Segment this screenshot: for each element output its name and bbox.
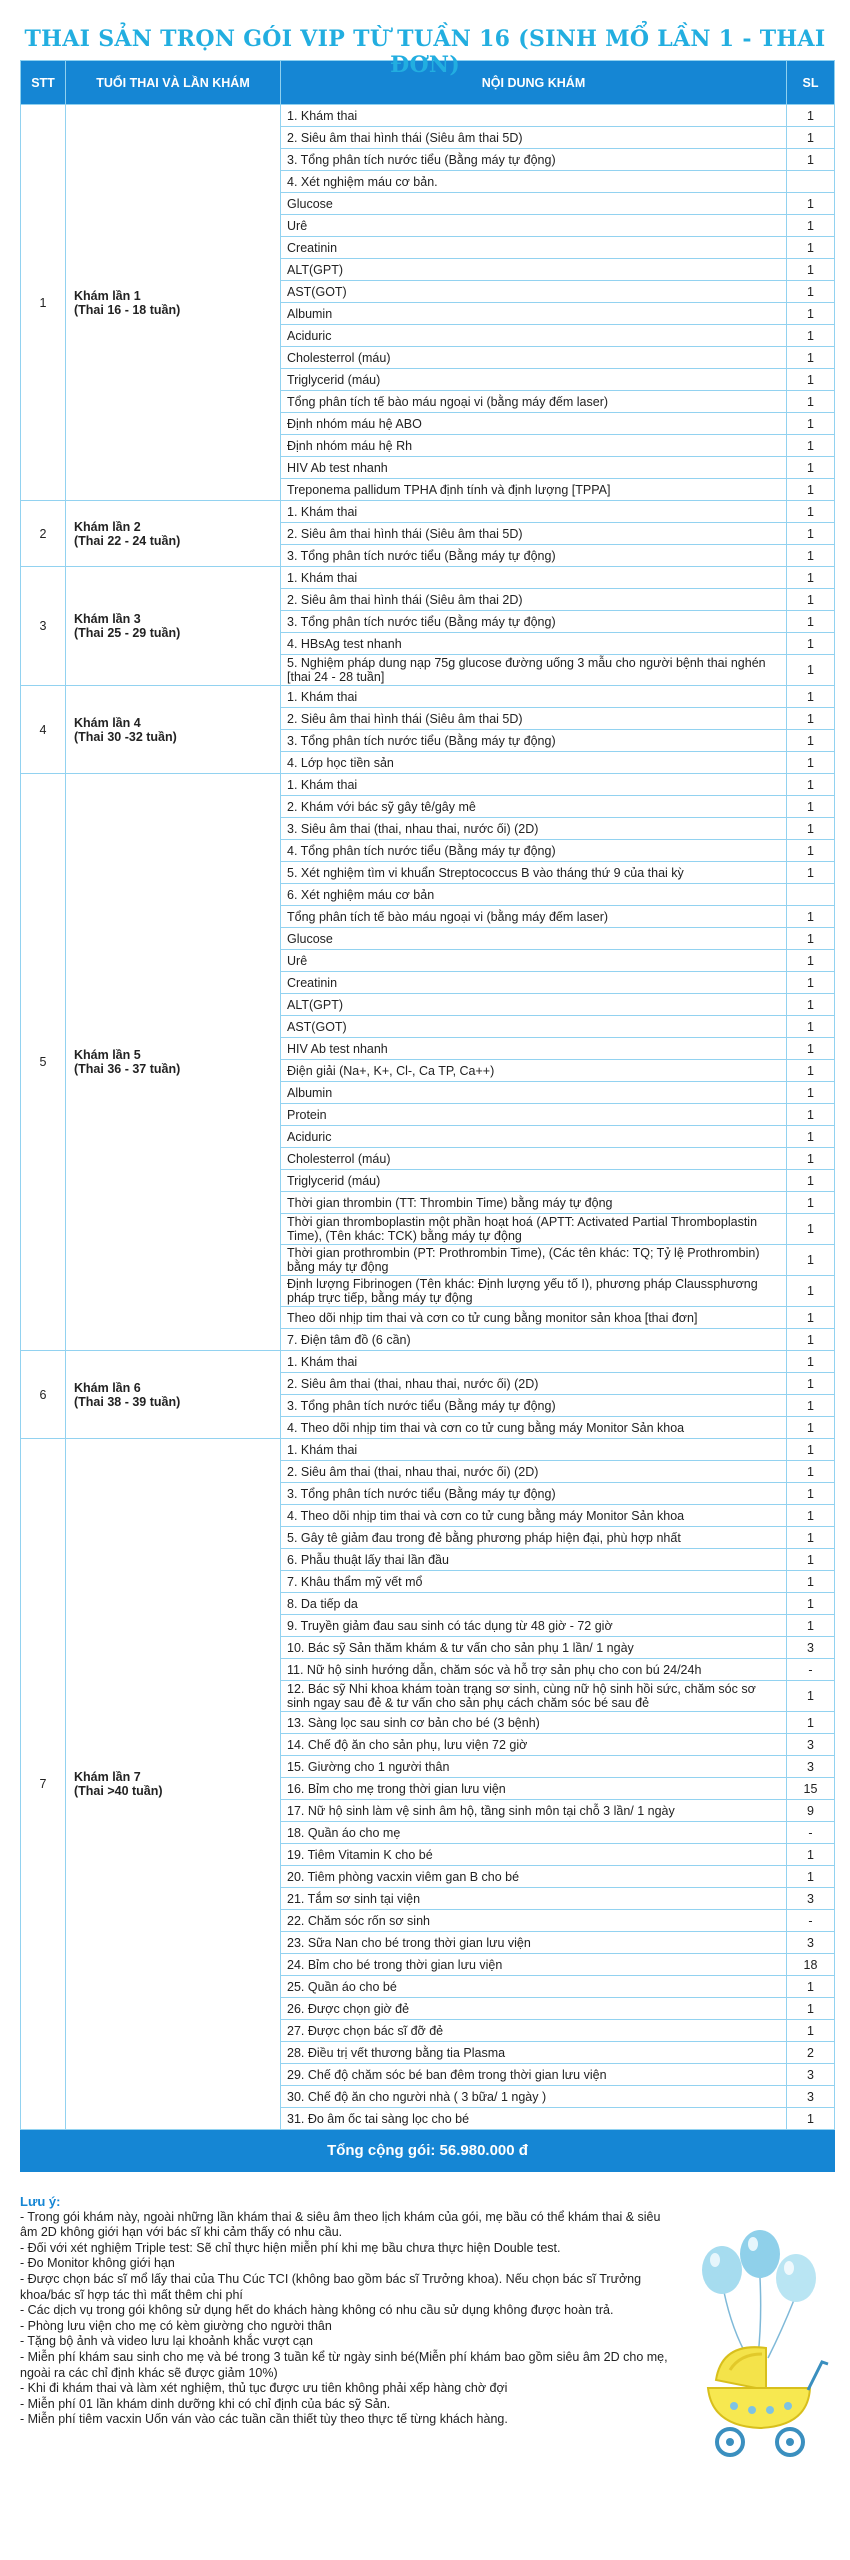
note-line: - Các dịch vụ trong gói không sử dụng hết do khách hàng không có nhu cầu sử dụng không được hoàn trả. bbox=[20, 2303, 614, 2318]
visit-name: Khám lần 6 bbox=[74, 1380, 141, 1395]
exam-quantity: 1 bbox=[787, 1038, 835, 1060]
exam-item: 16. Bỉm cho mẹ trong thời gian lưu viện bbox=[281, 1778, 787, 1800]
exam-item: Điện giải (Na+, K+, Cl-, Ca TP, Ca++) bbox=[281, 1060, 787, 1082]
exam-item: 4. Lớp học tiền sản bbox=[281, 752, 787, 774]
exam-item: 4. Xét nghiệm máu cơ bản. bbox=[281, 171, 787, 193]
exam-item: 25. Quần áo cho bé bbox=[281, 1976, 787, 1998]
notes-title: Lưu ý: bbox=[20, 2194, 61, 2209]
exam-item: 23. Sữa Nan cho bé trong thời gian lưu viện bbox=[281, 1932, 787, 1954]
visit-number: 2 bbox=[21, 501, 66, 567]
visit-weeks: (Thai >40 tuần) bbox=[74, 1784, 163, 1798]
exam-item: Định lượng Fibrinogen (Tên khác: Định lượng yếu tố I), phương pháp Claussphương pháp trực tiếp, bằng máy tự động bbox=[281, 1276, 787, 1307]
exam-quantity: 1 bbox=[787, 774, 835, 796]
exam-item: 5. Xét nghiệm tìm vi khuẩn Streptococcus B vào tháng thứ 9 của thai kỳ bbox=[281, 862, 787, 884]
exam-quantity: 1 bbox=[787, 325, 835, 347]
exam-item: 17. Nữ hộ sinh làm vệ sinh âm hộ, tầng sinh môn tại chỗ 3 lần/ 1 ngày bbox=[281, 1800, 787, 1822]
exam-item: 8. Da tiếp da bbox=[281, 1593, 787, 1615]
exam-quantity: 1 bbox=[787, 1104, 835, 1126]
exam-quantity: 3 bbox=[787, 1734, 835, 1756]
exam-item: 7. Khâu thẩm mỹ vết mổ bbox=[281, 1571, 787, 1593]
exam-item: Glucose bbox=[281, 193, 787, 215]
exam-quantity: 1 bbox=[787, 1549, 835, 1571]
exam-quantity: 1 bbox=[787, 259, 835, 281]
exam-item: 12. Bác sỹ Nhi khoa khám toàn trạng sơ sinh, cùng nữ hộ sinh hồi sức, chăm sóc sơ sinh ngay sau đẻ & tư vấn cho sản phụ cách chăm sóc bé sau đẻ bbox=[281, 1681, 787, 1712]
header-stt: STT bbox=[21, 61, 66, 105]
visit-label bbox=[66, 105, 281, 501]
exam-quantity: 1 bbox=[787, 1126, 835, 1148]
exam-quantity: 1 bbox=[787, 1395, 835, 1417]
header-sl: SL bbox=[787, 61, 835, 105]
exam-item: 4. Theo dõi nhịp tim thai và cơn co tử cung bằng máy Monitor Sản khoa bbox=[281, 1417, 787, 1439]
exam-item: Thời gian thrombin (TT: Thrombin Time) bằng máy tự động bbox=[281, 1192, 787, 1214]
exam-item: 27. Được chọn bác sĩ đỡ đẻ bbox=[281, 2020, 787, 2042]
exam-item: 30. Chế độ ăn cho người nhà ( 3 bữa/ 1 ngày ) bbox=[281, 2086, 787, 2108]
exam-quantity: 1 bbox=[787, 1527, 835, 1549]
exam-quantity: 1 bbox=[787, 1148, 835, 1170]
exam-quantity: 2 bbox=[787, 2042, 835, 2064]
exam-quantity: 1 bbox=[787, 730, 835, 752]
exam-item: 5. Gây tê giảm đau trong đẻ bằng phương pháp hiện đại, phù hợp nhất bbox=[281, 1527, 787, 1549]
exam-quantity: 1 bbox=[787, 633, 835, 655]
exam-item: Creatinin bbox=[281, 972, 787, 994]
exam-item: Urê bbox=[281, 950, 787, 972]
exam-quantity: 3 bbox=[787, 1637, 835, 1659]
visit-weeks: (Thai 16 - 18 tuần) bbox=[74, 302, 181, 317]
visit-name: Khám lần 5 bbox=[74, 1048, 141, 1062]
exam-quantity: 1 bbox=[787, 1998, 835, 2020]
exam-item: Định nhóm máu hệ Rh bbox=[281, 435, 787, 457]
exam-quantity: 1 bbox=[787, 1976, 835, 1998]
exam-item: Định nhóm máu hệ ABO bbox=[281, 413, 787, 435]
note-line: - Phòng lưu viện cho mẹ có kèm giường cho người thân bbox=[20, 2318, 332, 2333]
exam-item: 26. Được chọn giờ đẻ bbox=[281, 1998, 787, 2020]
exam-item: 3. Tổng phân tích nước tiểu (Bằng máy tự động) bbox=[281, 611, 787, 633]
table-row bbox=[21, 501, 835, 523]
exam-item: 3. Tổng phân tích nước tiểu (Bằng máy tự động) bbox=[281, 545, 787, 567]
exam-item: 6. Xét nghiệm máu cơ bản bbox=[281, 884, 787, 906]
notes-list bbox=[20, 2210, 670, 2428]
exam-quantity: 1 bbox=[787, 655, 835, 686]
exam-quantity: 1 bbox=[787, 1593, 835, 1615]
exam-quantity: 1 bbox=[787, 1276, 835, 1307]
exam-quantity: 1 bbox=[787, 972, 835, 994]
exam-item: Tổng phân tích tế bào máu ngoại vi (bằng máy đếm laser) bbox=[281, 906, 787, 928]
package-table bbox=[20, 60, 835, 2172]
exam-item: 2. Siêu âm thai (thai, nhau thai, nước ối) (2D) bbox=[281, 1373, 787, 1395]
exam-quantity: 1 bbox=[787, 1170, 835, 1192]
exam-item: 1. Khám thai bbox=[281, 105, 787, 127]
exam-item: Treponema pallidum TPHA định tính và định lượng [TPPA] bbox=[281, 479, 787, 501]
visit-label bbox=[66, 567, 281, 686]
exam-item: ALT(GPT) bbox=[281, 994, 787, 1016]
visit-name: Khám lần 1 bbox=[74, 288, 141, 303]
exam-quantity: 1 bbox=[787, 369, 835, 391]
exam-quantity: 1 bbox=[787, 994, 835, 1016]
visit-number: 3 bbox=[21, 567, 66, 686]
exam-item: Aciduric bbox=[281, 1126, 787, 1148]
exam-quantity: 1 bbox=[787, 347, 835, 369]
exam-quantity: 1 bbox=[787, 413, 835, 435]
total-row bbox=[21, 2130, 835, 2172]
exam-quantity: - bbox=[787, 1822, 835, 1844]
exam-quantity: 1 bbox=[787, 1060, 835, 1082]
exam-quantity: 1 bbox=[787, 2108, 835, 2130]
exam-item: 11. Nữ hộ sinh hướng dẫn, chăm sóc và hỗ trợ sản phụ cho con bú 24/24h bbox=[281, 1659, 787, 1681]
package-table-wrapper bbox=[20, 60, 834, 2172]
exam-quantity: 1 bbox=[787, 1844, 835, 1866]
exam-item: 1. Khám thai bbox=[281, 686, 787, 708]
exam-item: Urê bbox=[281, 215, 787, 237]
exam-quantity: 1 bbox=[787, 215, 835, 237]
visit-name: Khám lần 7 bbox=[74, 1770, 141, 1784]
exam-quantity: 1 bbox=[787, 589, 835, 611]
exam-item: 4. Tổng phân tích nước tiểu (Bằng máy tự động) bbox=[281, 840, 787, 862]
visit-number: 4 bbox=[21, 686, 66, 774]
exam-quantity: 1 bbox=[787, 303, 835, 325]
exam-quantity: 3 bbox=[787, 2086, 835, 2108]
exam-quantity: 1 bbox=[787, 928, 835, 950]
exam-quantity: 1 bbox=[787, 796, 835, 818]
exam-item: AST(GOT) bbox=[281, 1016, 787, 1038]
table-row bbox=[21, 686, 835, 708]
exam-quantity: 1 bbox=[787, 237, 835, 259]
total-price: Tổng cộng gói: 56.980.000 đ bbox=[21, 2130, 835, 2172]
exam-quantity: 1 bbox=[787, 840, 835, 862]
exam-quantity: 1 bbox=[787, 523, 835, 545]
exam-quantity: 15 bbox=[787, 1778, 835, 1800]
visit-label bbox=[66, 686, 281, 774]
exam-item: 7. Điện tâm đồ (6 cần) bbox=[281, 1329, 787, 1351]
exam-item: Theo dõi nhịp tim thai và cơn co tử cung bằng monitor sản khoa [thai đơn] bbox=[281, 1307, 787, 1329]
exam-item: 10. Bác sỹ Sản thăm khám & tư vấn cho sản phụ 1 lần/ 1 ngày bbox=[281, 1637, 787, 1659]
exam-item: HIV Ab test nhanh bbox=[281, 457, 787, 479]
exam-item: 31. Đo âm ốc tai sàng lọc cho bé bbox=[281, 2108, 787, 2130]
visit-name: Khám lần 2 bbox=[74, 519, 141, 534]
exam-item: Triglycerid (máu) bbox=[281, 369, 787, 391]
exam-item: Thời gian thromboplastin một phần hoạt hoá (APTT: Activated Partial Thromboplastin Time), (Tên khác: TCK) bằng máy tự động bbox=[281, 1214, 787, 1245]
exam-quantity: 1 bbox=[787, 1373, 835, 1395]
exam-quantity: 1 bbox=[787, 1571, 835, 1593]
exam-quantity: 1 bbox=[787, 752, 835, 774]
exam-quantity: 1 bbox=[787, 708, 835, 730]
note-line: - Miễn phí tiêm vacxin Uốn ván vào các tuần cần thiết tùy theo thực tế từng khách hàng. bbox=[20, 2412, 508, 2427]
exam-quantity: 1 bbox=[787, 501, 835, 523]
visit-label bbox=[66, 1351, 281, 1439]
exam-quantity: 9 bbox=[787, 1800, 835, 1822]
exam-quantity: 1 bbox=[787, 149, 835, 171]
exam-quantity: 1 bbox=[787, 906, 835, 928]
exam-quantity: 1 bbox=[787, 1351, 835, 1373]
visit-weeks: (Thai 38 - 39 tuần) bbox=[74, 1394, 181, 1409]
exam-quantity: 1 bbox=[787, 567, 835, 589]
exam-quantity bbox=[787, 171, 835, 193]
exam-item: 1. Khám thai bbox=[281, 1351, 787, 1373]
exam-quantity: 1 bbox=[787, 862, 835, 884]
exam-item: 22. Chăm sóc rốn sơ sinh bbox=[281, 1910, 787, 1932]
note-line: - Miễn phí 01 lần khám dinh dưỡng khi có chỉ định của bác sỹ Sản. bbox=[20, 2396, 391, 2411]
table-row bbox=[21, 774, 835, 796]
exam-quantity: 1 bbox=[787, 479, 835, 501]
note-line: - Đối với xét nghiệm Triple test: Sẽ chỉ thực hiện miễn phí khi mẹ bầu chưa thực hiện Double test. bbox=[20, 2240, 561, 2255]
exam-item: Triglycerid (máu) bbox=[281, 1170, 787, 1192]
exam-item: 3. Tổng phân tích nước tiểu (Bằng máy tự động) bbox=[281, 1483, 787, 1505]
exam-quantity: 1 bbox=[787, 1712, 835, 1734]
exam-item: Glucose bbox=[281, 928, 787, 950]
page-title: THAI SẢN TRỌN GÓI VIP TỪ TUẦN 16 (SINH MỔ LẦN 1 - THAI ĐƠN) bbox=[24, 26, 826, 78]
exam-item: 28. Điều trị vết thương bằng tia Plasma bbox=[281, 2042, 787, 2064]
exam-item: 6. Phẫu thuật lấy thai lần đầu bbox=[281, 1549, 787, 1571]
exam-quantity: 3 bbox=[787, 2064, 835, 2086]
table-row bbox=[21, 105, 835, 127]
exam-item: ALT(GPT) bbox=[281, 259, 787, 281]
visit-label bbox=[66, 774, 281, 1351]
exam-item: Cholesterrol (máu) bbox=[281, 347, 787, 369]
exam-item: 19. Tiêm Vitamin K cho bé bbox=[281, 1844, 787, 1866]
visit-number: 6 bbox=[21, 1351, 66, 1439]
exam-quantity bbox=[787, 884, 835, 906]
exam-item: 2. Siêu âm thai hình thái (Siêu âm thai 5D) bbox=[281, 708, 787, 730]
visit-weeks: (Thai 36 - 37 tuần) bbox=[74, 1062, 181, 1076]
exam-quantity: 1 bbox=[787, 1681, 835, 1712]
exam-quantity: 18 bbox=[787, 1954, 835, 1976]
exam-quantity: 1 bbox=[787, 1016, 835, 1038]
visit-number: 7 bbox=[21, 1439, 66, 2130]
exam-item: Aciduric bbox=[281, 325, 787, 347]
note-line: - Tặng bộ ảnh và video lưu lại khoảnh khắc vượt cạn bbox=[20, 2334, 313, 2349]
exam-item: 14. Chế độ ăn cho sản phụ, lưu viện 72 giờ bbox=[281, 1734, 787, 1756]
exam-quantity: 1 bbox=[787, 1417, 835, 1439]
note-line: - Đo Monitor không giới hạn bbox=[20, 2256, 175, 2271]
exam-item: 1. Khám thai bbox=[281, 567, 787, 589]
exam-item: 1. Khám thai bbox=[281, 1439, 787, 1461]
table-row bbox=[21, 567, 835, 589]
visit-name: Khám lần 4 bbox=[74, 715, 141, 730]
exam-quantity: 1 bbox=[787, 1329, 835, 1351]
exam-quantity: 1 bbox=[787, 1192, 835, 1214]
header-age: TUỔI THAI VÀ LẦN KHÁM bbox=[66, 61, 281, 105]
exam-item: 24. Bỉm cho bé trong thời gian lưu viện bbox=[281, 1954, 787, 1976]
exam-quantity: 1 bbox=[787, 611, 835, 633]
table-body bbox=[21, 105, 835, 2130]
exam-item: Creatinin bbox=[281, 237, 787, 259]
exam-quantity: 1 bbox=[787, 1439, 835, 1461]
exam-item: 2. Khám với bác sỹ gây tê/gây mê bbox=[281, 796, 787, 818]
table-row bbox=[21, 1351, 835, 1373]
exam-quantity: 1 bbox=[787, 950, 835, 972]
baby-stroller-with-balloons-icon bbox=[682, 2230, 832, 2460]
note-line: - Trong gói khám này, ngoài những lần khám thai & siêu âm theo lịch khám của gói, mẹ bầu có thể khám thai & siêu âm 2D không giới hạn với bác sĩ khi cảm thấy có nhu cầu. bbox=[20, 2209, 661, 2240]
exam-item: 29. Chế độ chăm sóc bé ban đêm trong thời gian lưu viện bbox=[281, 2064, 787, 2086]
exam-quantity: 3 bbox=[787, 1932, 835, 1954]
exam-item: 4. HBsAg test nhanh bbox=[281, 633, 787, 655]
visit-weeks: (Thai 30 -32 tuần) bbox=[74, 729, 177, 744]
exam-quantity: 1 bbox=[787, 281, 835, 303]
note-line: - Miễn phí khám sau sinh cho mẹ và bé trong 3 tuần kể từ ngày sinh bé(Miễn phí khám bao gồm siêu âm 2D cho mẹ, ngoài ra các chỉ định khác sẽ được giảm 10%) bbox=[20, 2349, 668, 2380]
exam-item: Albumin bbox=[281, 1082, 787, 1104]
exam-quantity: 1 bbox=[787, 545, 835, 567]
exam-item: 3. Tổng phân tích nước tiểu (Bằng máy tự động) bbox=[281, 1395, 787, 1417]
exam-quantity: - bbox=[787, 1659, 835, 1681]
exam-quantity: 1 bbox=[787, 818, 835, 840]
exam-item: 2. Siêu âm thai (thai, nhau thai, nước ối) (2D) bbox=[281, 1461, 787, 1483]
exam-quantity: 1 bbox=[787, 1483, 835, 1505]
exam-item: 1. Khám thai bbox=[281, 501, 787, 523]
exam-item: AST(GOT) bbox=[281, 281, 787, 303]
exam-quantity: 1 bbox=[787, 127, 835, 149]
exam-item: Albumin bbox=[281, 303, 787, 325]
exam-quantity: 1 bbox=[787, 1245, 835, 1276]
visit-weeks: (Thai 22 - 24 tuần) bbox=[74, 533, 181, 548]
exam-item: 3. Siêu âm thai (thai, nhau thai, nước ối) (2D) bbox=[281, 818, 787, 840]
exam-item: 15. Giường cho 1 người thân bbox=[281, 1756, 787, 1778]
visit-number: 1 bbox=[21, 105, 66, 501]
exam-item: Protein bbox=[281, 1104, 787, 1126]
exam-quantity: 1 bbox=[787, 1214, 835, 1245]
exam-quantity: 1 bbox=[787, 1082, 835, 1104]
exam-item: 18. Quần áo cho mẹ bbox=[281, 1822, 787, 1844]
header-content: NỘI DUNG KHÁM bbox=[281, 61, 787, 105]
exam-quantity: 3 bbox=[787, 1756, 835, 1778]
notes-section bbox=[20, 2194, 670, 2428]
exam-quantity: 1 bbox=[787, 435, 835, 457]
exam-quantity: 1 bbox=[787, 1866, 835, 1888]
exam-quantity: 1 bbox=[787, 105, 835, 127]
exam-item: 2. Siêu âm thai hình thái (Siêu âm thai 5D) bbox=[281, 523, 787, 545]
exam-item: 2. Siêu âm thai hình thái (Siêu âm thai 5D) bbox=[281, 127, 787, 149]
exam-item: HIV Ab test nhanh bbox=[281, 1038, 787, 1060]
visit-label bbox=[66, 1439, 281, 2130]
exam-quantity: 1 bbox=[787, 391, 835, 413]
note-line: - Khi đi khám thai và làm xét nghiệm, thủ tục được ưu tiên không phải xếp hàng chờ đợi bbox=[20, 2381, 508, 2396]
visit-label bbox=[66, 501, 281, 567]
exam-item: 2. Siêu âm thai hình thái (Siêu âm thai 2D) bbox=[281, 589, 787, 611]
exam-quantity: 1 bbox=[787, 2020, 835, 2042]
exam-item: 3. Tổng phân tích nước tiểu (Bằng máy tự động) bbox=[281, 730, 787, 752]
exam-item: 4. Theo dõi nhịp tim thai và cơn co tử cung bằng máy Monitor Sản khoa bbox=[281, 1505, 787, 1527]
exam-quantity: 1 bbox=[787, 1505, 835, 1527]
table-row bbox=[21, 1439, 835, 1461]
exam-item: 1. Khám thai bbox=[281, 774, 787, 796]
visit-number: 5 bbox=[21, 774, 66, 1351]
exam-item: 3. Tổng phân tích nước tiểu (Bằng máy tự động) bbox=[281, 149, 787, 171]
exam-quantity: 1 bbox=[787, 1307, 835, 1329]
exam-item: Tổng phân tích tế bào máu ngoại vi (bằng máy đếm laser) bbox=[281, 391, 787, 413]
exam-quantity: 1 bbox=[787, 686, 835, 708]
visit-weeks: (Thai 25 - 29 tuần) bbox=[74, 626, 181, 640]
exam-quantity: 1 bbox=[787, 193, 835, 215]
exam-quantity: 1 bbox=[787, 457, 835, 479]
exam-item: 13. Sàng lọc sau sinh cơ bản cho bé (3 bệnh) bbox=[281, 1712, 787, 1734]
exam-item: Cholesterrol (máu) bbox=[281, 1148, 787, 1170]
exam-item: 9. Truyền giảm đau sau sinh có tác dụng từ 48 giờ - 72 giờ bbox=[281, 1615, 787, 1637]
visit-name: Khám lần 3 bbox=[74, 612, 141, 626]
exam-item: 20. Tiêm phòng vacxin viêm gan B cho bé bbox=[281, 1866, 787, 1888]
exam-item: Thời gian prothrombin (PT: Prothrombin Time), (Các tên khác: TQ; Tỷ lệ Prothrombin) bằng máy tự động bbox=[281, 1245, 787, 1276]
exam-item: 5. Nghiệm pháp dung nạp 75g glucose đường uống 3 mẫu cho người bệnh thai nghén [thai 24 - 28 tuần] bbox=[281, 655, 787, 686]
exam-quantity: 1 bbox=[787, 1615, 835, 1637]
note-line: - Được chọn bác sĩ mổ lấy thai của Thu Cúc TCI (không bao gồm bác sĩ Trưởng khoa). Nếu chọn bác sĩ Trưởng khoa/bác sĩ hợp tác thì mất thêm chi phí bbox=[20, 2271, 642, 2302]
exam-item: 21. Tắm sơ sinh tại viện bbox=[281, 1888, 787, 1910]
exam-quantity: - bbox=[787, 1910, 835, 1932]
exam-quantity: 3 bbox=[787, 1888, 835, 1910]
exam-quantity: 1 bbox=[787, 1461, 835, 1483]
